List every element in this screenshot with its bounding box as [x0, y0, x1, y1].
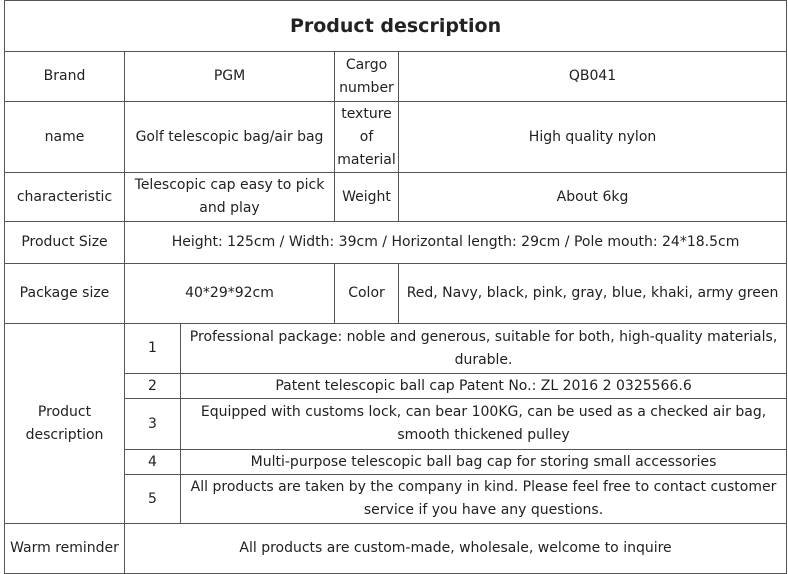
product-size-value: Height: 125cm / Width: 39cm / Horizontal length: 29cm / Pole mouth: 24*18.5cm	[125, 222, 787, 264]
brand-row	[5, 52, 787, 102]
description-item-text: Patent telescopic ball cap Patent No.: ZL 2016 2 0325566.6	[181, 374, 787, 399]
package-size-row	[5, 264, 787, 324]
product-description-table	[4, 0, 787, 574]
package-size-value: 40*29*92cm	[125, 264, 335, 324]
description-item-number: 4	[125, 450, 181, 475]
description-item-text: All products are taken by the company in kind. Please feel free to contact customer service if you have any questions.	[181, 475, 787, 524]
product-size-row	[5, 222, 787, 264]
cargo-number-value: QB041	[399, 52, 787, 102]
description-item-text: Equipped with customs lock, can bear 100KG, can be used as a checked air bag, smooth thickened pulley	[181, 399, 787, 450]
warm-reminder-row	[5, 524, 787, 574]
material-label: texture of material	[335, 102, 399, 173]
name-label: name	[5, 102, 125, 173]
cargo-number-label: Cargo number	[335, 52, 399, 102]
brand-value: PGM	[125, 52, 335, 102]
weight-value: About 6kg	[399, 173, 787, 222]
description-label: Product description	[5, 324, 125, 524]
name-row	[5, 102, 787, 173]
characteristic-label: characteristic	[5, 173, 125, 222]
brand-label: Brand	[5, 52, 125, 102]
material-value: High quality nylon	[399, 102, 787, 173]
description-item-text: Multi-purpose telescopic ball bag cap for storing small accessories	[181, 450, 787, 475]
color-value: Red, Navy, black, pink, gray, blue, khaki, army green	[399, 264, 787, 324]
color-label: Color	[335, 264, 399, 324]
characteristic-row	[5, 173, 787, 222]
description-item-number: 5	[125, 475, 181, 524]
name-value: Golf telescopic bag/air bag	[125, 102, 335, 173]
description-item-number: 1	[125, 324, 181, 374]
description-item-row	[5, 324, 787, 374]
description-item-text: Professional package: noble and generous, suitable for both, high-quality materials, durable.	[181, 324, 787, 374]
warm-reminder-text: All products are custom-made, wholesale, welcome to inquire	[125, 524, 787, 574]
description-item-number: 3	[125, 399, 181, 450]
weight-label: Weight	[335, 173, 399, 222]
description-item-number: 2	[125, 374, 181, 399]
table-title: Product description	[5, 1, 787, 52]
product-size-label: Product Size	[5, 222, 125, 264]
characteristic-value: Telescopic cap easy to pick and play	[125, 173, 335, 222]
warm-reminder-label: Warm reminder	[5, 524, 125, 574]
package-size-label: Package size	[5, 264, 125, 324]
